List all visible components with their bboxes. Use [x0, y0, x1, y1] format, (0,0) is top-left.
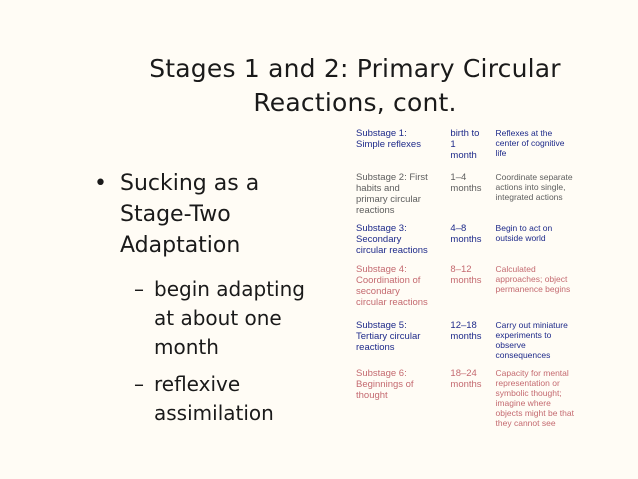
- description-cell: [492, 362, 587, 428]
- description-line: life: [495, 148, 507, 158]
- description-line: symbolic thought;: [495, 388, 562, 398]
- substage-name-cell: [352, 314, 446, 362]
- substage-row: [352, 166, 587, 217]
- description-line: objects might be that: [495, 408, 574, 418]
- description-line: they cannot see: [495, 418, 556, 428]
- title-line-1: Stages 1 and 2: Primary Circular: [149, 54, 561, 83]
- age-range-line: 8–12: [450, 264, 472, 275]
- substage-row: [352, 314, 587, 362]
- substage-name-line: Substage 6:: [356, 368, 407, 379]
- substage-row: [352, 258, 587, 314]
- description-line: Reflexes at the: [495, 128, 553, 138]
- age-range-line: 12–18: [450, 320, 477, 331]
- age-range-cell: [446, 314, 491, 362]
- age-range-line: month: [450, 150, 477, 161]
- description-line: center of cognitive: [495, 138, 565, 148]
- age-range-cell: [446, 217, 491, 258]
- sub-bullet-line: begin adapting: [154, 277, 305, 301]
- age-range-line: 18–24: [450, 368, 477, 379]
- description-line: Capacity for mental: [495, 368, 569, 378]
- substage-name-line: circular reactions: [356, 245, 428, 256]
- substage-row: [352, 362, 587, 428]
- sub-bullet-dash: –: [134, 372, 144, 396]
- sub-bullet-line: reflexive: [154, 372, 241, 396]
- age-range-line: months: [450, 275, 482, 286]
- substage-row: [352, 217, 587, 258]
- sub-bullet-line: assimilation: [154, 401, 274, 425]
- age-range-line: months: [450, 379, 482, 390]
- age-range-cell: [446, 125, 491, 166]
- substage-name-line: Beginnings of: [356, 379, 414, 390]
- substages-table-body: [352, 125, 587, 428]
- bullet-dot: •: [94, 171, 107, 196]
- substage-row: [352, 125, 587, 166]
- age-range-line: months: [450, 183, 482, 194]
- substage-name-line: Coordination of: [356, 275, 421, 286]
- substage-name-line: Substage 5:: [356, 320, 407, 331]
- description-cell: [492, 166, 587, 217]
- age-range-line: 1–4: [450, 172, 467, 183]
- description-line: Begin to act on: [495, 223, 553, 233]
- age-range-line: months: [450, 234, 482, 245]
- description-line: approaches; object: [495, 274, 568, 284]
- description-cell: [492, 314, 587, 362]
- slide-title: [120, 52, 590, 120]
- substage-name-line: habits and: [356, 183, 400, 194]
- age-range-line: 1: [450, 139, 456, 150]
- description-line: observe: [495, 340, 526, 350]
- substage-name-line: reactions: [356, 205, 395, 216]
- substage-name-line: Substage 4:: [356, 264, 407, 275]
- substage-name-line: circular reactions: [356, 297, 428, 308]
- description-line: permanence begins: [495, 284, 571, 294]
- age-range-cell: [446, 258, 491, 314]
- age-range-cell: [446, 362, 491, 428]
- description-cell: [492, 217, 587, 258]
- substage-name-line: Substage 1:: [356, 128, 407, 139]
- description-line: outside world: [495, 233, 546, 243]
- sub-bullet: [134, 275, 328, 362]
- description-line: representation or: [495, 378, 560, 388]
- substage-name-cell: [352, 362, 446, 428]
- bullet-list: [92, 168, 328, 436]
- age-range-line: months: [450, 331, 482, 342]
- description-line: consequences: [495, 350, 551, 360]
- description-line: integrated actions: [495, 192, 563, 202]
- main-bullet: [92, 168, 328, 261]
- sub-bullet: [134, 370, 328, 428]
- substage-name-cell: [352, 125, 446, 166]
- substage-name-line: Secondary: [356, 234, 402, 245]
- description-line: Coordinate separate: [495, 172, 573, 182]
- main-bullet-line: Adaptation: [120, 233, 241, 258]
- substage-name-line: thought: [356, 390, 388, 401]
- description-line: imagine where: [495, 398, 551, 408]
- substage-name-line: Substage 2: First: [356, 172, 428, 183]
- substage-name-line: Substage 3:: [356, 223, 407, 234]
- main-bullet-line: Sucking as a: [120, 171, 260, 196]
- description-line: actions into single,: [495, 182, 566, 192]
- sub-bullet-line: month: [154, 335, 219, 359]
- sub-bullet-line: at about one: [154, 306, 282, 330]
- description-line: Carry out miniature: [495, 320, 568, 330]
- substages-table: [352, 125, 587, 428]
- substage-name-line: secondary: [356, 286, 400, 297]
- substage-name-line: reactions: [356, 342, 395, 353]
- age-range-cell: [446, 166, 491, 217]
- description-cell: [492, 125, 587, 166]
- sub-bullet-list: [92, 275, 328, 428]
- substage-name-line: Tertiary circular: [356, 331, 421, 342]
- title-line-2: Reactions, cont.: [253, 88, 457, 117]
- substage-name-cell: [352, 217, 446, 258]
- description-line: experiments to: [495, 330, 552, 340]
- sub-bullet-dash: –: [134, 277, 144, 301]
- description-cell: [492, 258, 587, 314]
- age-range-line: 4–8: [450, 223, 467, 234]
- age-range-line: birth to: [450, 128, 480, 139]
- description-line: Calculated: [495, 264, 536, 274]
- main-bullet-line: Stage-Two: [120, 202, 231, 227]
- substage-name-cell: [352, 258, 446, 314]
- substage-name-line: Simple reflexes: [356, 139, 421, 150]
- substage-name-cell: [352, 166, 446, 217]
- substage-name-line: primary circular: [356, 194, 421, 205]
